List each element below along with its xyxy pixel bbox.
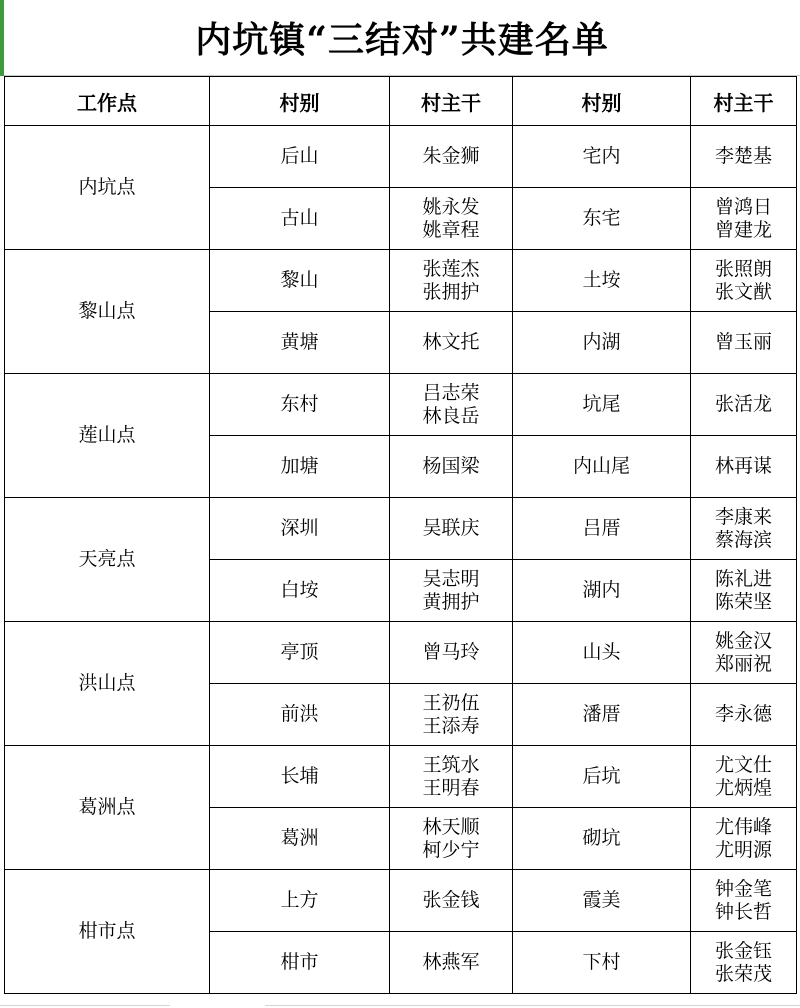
cadre-cell-line: 王筑水: [422, 753, 480, 776]
partnership-table: [4, 76, 797, 994]
village-cell[interactable]: 前洪: [210, 684, 390, 746]
paired-village-cell[interactable]: 东宅: [513, 188, 691, 250]
cadre-cell-line: 王添寿: [422, 714, 480, 737]
paired-village-cell[interactable]: 宅内: [513, 126, 691, 188]
paired-cadre-cell[interactable]: [691, 622, 797, 684]
paired-cadre-cell-line: 钟金笔: [714, 877, 772, 900]
village-cell[interactable]: 柑市: [210, 932, 390, 994]
table-row: [5, 622, 797, 684]
paired-cadre-cell-line: 张文猷: [714, 280, 772, 303]
village-cell[interactable]: 长埔: [210, 746, 390, 808]
paired-cadre-cell-line: 张荣茂: [714, 962, 772, 985]
paired-cadre-cell-line: 张金钰: [714, 939, 772, 962]
cadre-cell-line: 吕志荣: [422, 381, 480, 404]
paired-cadre-cell-line: 林再谋: [714, 455, 772, 477]
village-cell[interactable]: 黄塘: [210, 312, 390, 374]
village-cell[interactable]: 东村: [210, 374, 390, 436]
cadre-cell-line: 杨国梁: [422, 455, 480, 477]
paired-village-cell[interactable]: 潘厝: [513, 684, 691, 746]
paired-village-cell[interactable]: 霞美: [513, 870, 691, 932]
cadre-cell-line: 林良岳: [422, 404, 480, 427]
table-row: [5, 746, 797, 808]
paired-cadre-cell[interactable]: [691, 498, 797, 560]
paired-cadre-cell-line: 张照朗: [714, 257, 772, 280]
cadre-cell-line: 柯少宁: [422, 838, 480, 861]
paired-village-cell[interactable]: 湖内: [513, 560, 691, 622]
paired-cadre-cell[interactable]: [691, 436, 797, 498]
paired-cadre-cell-line: 李楚基: [714, 145, 772, 167]
table-row: [5, 126, 797, 188]
work-point-cell[interactable]: 天亮点: [5, 498, 210, 622]
paired-cadre-cell[interactable]: [691, 746, 797, 808]
table-row: [5, 870, 797, 932]
paired-village-cell[interactable]: 吕厝: [513, 498, 691, 560]
cadre-cell[interactable]: [390, 312, 513, 374]
paired-cadre-cell[interactable]: [691, 870, 797, 932]
paired-cadre-cell[interactable]: [691, 808, 797, 870]
cadre-cell[interactable]: [390, 746, 513, 808]
paired-village-cell[interactable]: 坑尾: [513, 374, 691, 436]
paired-cadre-cell[interactable]: [691, 684, 797, 746]
table-row: [5, 250, 797, 312]
paired-cadre-cell-line: 李永德: [714, 703, 772, 725]
village-cell[interactable]: 后山: [210, 126, 390, 188]
paired-cadre-cell-line: 蔡海滨: [714, 528, 772, 551]
cadre-cell-line: 姚永发: [422, 195, 480, 218]
work-point-cell[interactable]: 内坑点: [5, 126, 210, 250]
document-title[interactable]: 内坑镇“三结对”共建名单: [195, 19, 609, 61]
cadre-cell[interactable]: [390, 188, 513, 250]
paired-cadre-cell-line: 尤明源: [714, 838, 772, 861]
village-cell[interactable]: 加塘: [210, 436, 390, 498]
cadre-cell-line: 林文托: [422, 331, 480, 353]
cadre-cell-line: 王明春: [422, 776, 480, 799]
paired-cadre-cell-line: 尤文仕: [714, 753, 772, 776]
paired-village-cell[interactable]: 下村: [513, 932, 691, 994]
table-row: [5, 498, 797, 560]
village-cell[interactable]: 葛洲: [210, 808, 390, 870]
table-header-row: [5, 77, 797, 126]
paired-cadre-cell[interactable]: [691, 374, 797, 436]
paired-cadre-cell[interactable]: [691, 126, 797, 188]
paired-cadre-cell-line: 陈礼进: [714, 567, 772, 590]
cadre-cell[interactable]: [390, 808, 513, 870]
table-body: [5, 126, 797, 994]
paired-village-cell[interactable]: 山头: [513, 622, 691, 684]
paired-cadre-cell[interactable]: [691, 560, 797, 622]
cadre-cell-line: 张金钱: [422, 889, 480, 911]
cadre-cell-line: 姚章程: [422, 218, 480, 241]
cadre-cell[interactable]: [390, 436, 513, 498]
paired-cadre-cell-line: 曾玉丽: [714, 331, 772, 353]
paired-cadre-cell-line: 曾鸿日: [714, 195, 772, 218]
sheet-grid-edge: [0, 1003, 800, 1008]
village-cell[interactable]: 白垵: [210, 560, 390, 622]
header-work-point[interactable]: 工作点: [5, 77, 210, 126]
cadre-cell-line: 朱金狮: [422, 145, 480, 167]
cadre-cell-line: 吴志明: [422, 567, 480, 590]
cadre-cell-line: 王礽伍: [422, 691, 480, 714]
cadre-cell[interactable]: [390, 126, 513, 188]
cadre-cell-line: 吴联庆: [422, 517, 480, 539]
cadre-cell-line: 林燕军: [422, 951, 480, 973]
cadre-cell-line: 林天顺: [422, 815, 480, 838]
header-village[interactable]: 村别: [210, 77, 390, 126]
paired-cadre-cell-line: 陈荣坚: [714, 590, 772, 613]
work-point-cell[interactable]: 柑市点: [5, 870, 210, 994]
village-cell[interactable]: 黎山: [210, 250, 390, 312]
header-paired-cadre[interactable]: 村主干: [691, 77, 797, 126]
work-point-cell[interactable]: 黎山点: [5, 250, 210, 374]
work-point-cell[interactable]: 莲山点: [5, 374, 210, 498]
village-cell[interactable]: 上方: [210, 870, 390, 932]
cadre-cell-line: 曾马玲: [422, 641, 480, 663]
cadre-cell-line: 张莲杰: [422, 257, 480, 280]
cadre-cell-line: 黄拥护: [422, 590, 480, 613]
paired-cadre-cell[interactable]: [691, 932, 797, 994]
cadre-cell[interactable]: [390, 560, 513, 622]
cadre-cell[interactable]: [390, 870, 513, 932]
paired-cadre-cell-line: 尤伟峰: [714, 815, 772, 838]
table-row: [5, 374, 797, 436]
paired-cadre-cell-line: 李康来: [714, 505, 772, 528]
paired-village-cell[interactable]: 后坑: [513, 746, 691, 808]
paired-cadre-cell-line: 郑丽祝: [714, 652, 772, 675]
paired-cadre-cell-line: 尤炳煌: [714, 776, 772, 799]
paired-village-cell[interactable]: 内湖: [513, 312, 691, 374]
cadre-cell-line: 张拥护: [422, 280, 480, 303]
work-point-cell[interactable]: 葛洲点: [5, 746, 210, 870]
cadre-cell[interactable]: [390, 622, 513, 684]
header-paired-village[interactable]: 村别: [513, 77, 691, 126]
cadre-cell[interactable]: [390, 250, 513, 312]
village-cell[interactable]: 深圳: [210, 498, 390, 560]
header-cadre[interactable]: 村主干: [390, 77, 513, 126]
paired-cadre-cell-line: 曾建龙: [714, 218, 772, 241]
village-cell[interactable]: 亭顶: [210, 622, 390, 684]
paired-cadre-cell[interactable]: [691, 250, 797, 312]
paired-cadre-cell-line: 钟长哲: [714, 900, 772, 923]
cadre-cell[interactable]: [390, 684, 513, 746]
cadre-cell[interactable]: [390, 498, 513, 560]
village-cell[interactable]: 古山: [210, 188, 390, 250]
paired-cadre-cell[interactable]: [691, 188, 797, 250]
paired-village-cell[interactable]: 砌坑: [513, 808, 691, 870]
cadre-cell[interactable]: [390, 374, 513, 436]
paired-village-cell[interactable]: 土垵: [513, 250, 691, 312]
paired-cadre-cell[interactable]: [691, 312, 797, 374]
paired-cadre-cell-line: 姚金汉: [714, 629, 772, 652]
cadre-cell[interactable]: [390, 932, 513, 994]
paired-village-cell[interactable]: 内山尾: [513, 436, 691, 498]
work-point-cell[interactable]: 洪山点: [5, 622, 210, 746]
paired-cadre-cell-line: 张活龙: [714, 393, 772, 415]
